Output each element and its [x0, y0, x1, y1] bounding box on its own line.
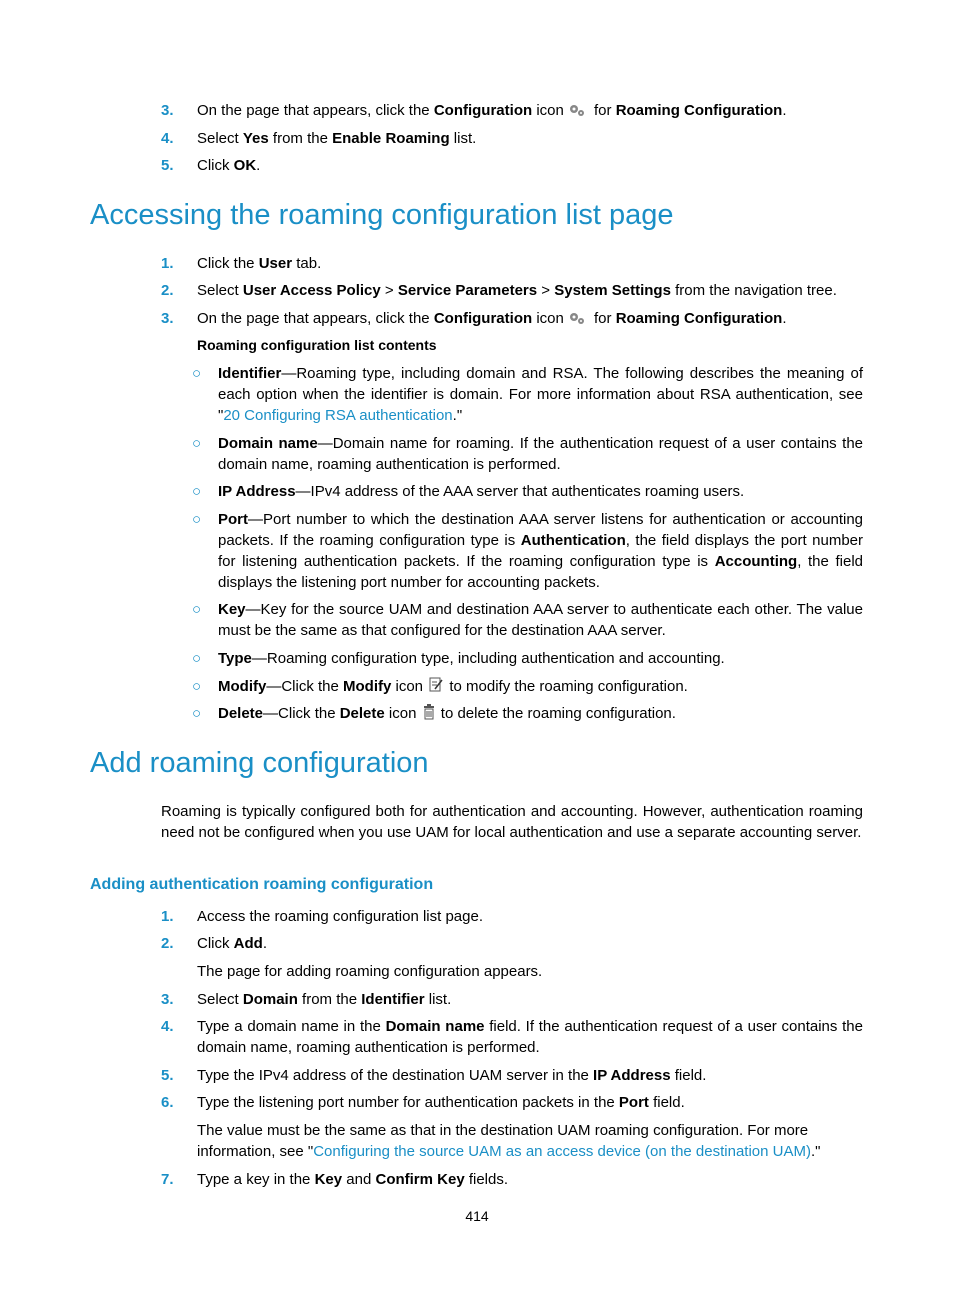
step-note: The value must be the same as that in the destination UAM roaming configuration. For more information, see "Configuring the source UAM as an access device (on the destination UAM)."	[197, 1122, 821, 1160]
rsa-link[interactable]: 20 Configuring RSA authentication	[223, 407, 453, 424]
step-text: Select Domain from the Identifier list.	[197, 991, 452, 1008]
step-text: Access the roaming configuration list page.	[197, 908, 483, 925]
list-item: Port—Port number to which the destination AAA server listens for authentication or accounting packets. If the roaming configuration type is Authentication, the field displays the port number for listening authentication packets. If the roaming configuration type is Accounting, the field displays the listening port number for accounting packets.	[218, 511, 864, 591]
list-item: Domain name—Domain name for roaming. If the authentication request of a user contains the domain name, roaming authentication is performed.	[218, 435, 863, 473]
list-item: IP Address—IPv4 address of the AAA server that authenticates roaming users.	[218, 483, 745, 500]
step-number: 5.	[161, 157, 174, 174]
section-heading: Add roaming configuration	[90, 747, 429, 779]
list-heading: Roaming configuration list contents	[197, 337, 437, 353]
step-number: 2.	[161, 935, 174, 952]
step-number: 3.	[161, 310, 174, 327]
step-text: Click Add.	[197, 935, 268, 952]
step-number: 5.	[161, 1067, 174, 1084]
bullet-icon: ○	[192, 678, 202, 695]
step-text: Select User Access Policy > Service Parameters > System Settings from the navigation tree.	[197, 282, 837, 299]
modify-icon	[429, 677, 443, 693]
step-text: Type the IPv4 address of the destination UAM server in the IP Address field.	[197, 1067, 707, 1084]
step-text: Type the listening port number for authentication packets in the Port field.	[197, 1094, 685, 1111]
list-item: Identifier—Roaming type, including domain and RSA. The following describes the meaning of each option when the identifier is domain. For more information about RSA authentication, see "20 Configuring RSA authentication."	[218, 365, 863, 424]
bullet-icon: ○	[192, 365, 202, 382]
bullet-icon: ○	[192, 705, 202, 722]
section-heading: Accessing the roaming configuration list page	[90, 199, 674, 231]
step-text: Click OK.	[197, 157, 261, 174]
step-number: 4.	[161, 1018, 174, 1035]
configuration-icon	[568, 311, 586, 325]
bullet-icon: ○	[192, 511, 202, 528]
list-item: Key—Key for the source UAM and destination AAA server to authenticate each other. The value must be the same as that configured for the destination AAA server.	[218, 601, 863, 639]
source-uam-link[interactable]: Configuring the source UAM as an access device (on the destination UAM)	[313, 1143, 811, 1160]
page-number: 414	[465, 1208, 489, 1224]
list-item: Type—Roaming configuration type, including authentication and accounting.	[218, 650, 725, 667]
list-item: Delete—Click the Delete icon to delete the roaming configuration.	[218, 705, 676, 722]
step-number: 3.	[161, 102, 174, 119]
step-number: 7.	[161, 1171, 174, 1188]
bullet-icon: ○	[192, 601, 202, 618]
intro-paragraph: Roaming is typically configured both for authentication and accounting. However, authentication roaming need not be configured when you use UAM for local authentication and use a separate accounting server.	[161, 803, 863, 841]
step-text: Type a key in the Key and Confirm Key fields.	[197, 1171, 509, 1188]
step-text: Type a domain name in the Domain name field. If the authentication request of a user contains the domain name, roaming authentication is performed.	[197, 1018, 863, 1056]
bullet-icon: ○	[192, 435, 202, 452]
delete-icon	[423, 704, 435, 720]
step-number: 1.	[161, 908, 174, 925]
step-text: Select Yes from the Enable Roaming list.	[197, 130, 477, 147]
step-note: The page for adding roaming configuration appears.	[197, 963, 543, 980]
step-text: Click the User tab.	[197, 255, 322, 272]
step-number: 2.	[161, 282, 174, 299]
step-number: 6.	[161, 1094, 174, 1111]
step-text: On the page that appears, click the Configuration icon for Roaming Configuration.	[197, 310, 787, 327]
configuration-icon	[568, 103, 586, 117]
bullet-icon: ○	[192, 483, 202, 500]
step-number: 1.	[161, 255, 174, 272]
step-number: 3.	[161, 991, 174, 1008]
step-text: On the page that appears, click the Configuration icon for Roaming Configuration.	[197, 102, 787, 119]
bullet-icon: ○	[192, 650, 202, 667]
step-number: 4.	[161, 130, 174, 147]
list-item: Modify—Click the Modify icon to modify the roaming configuration.	[218, 678, 688, 695]
subsection-heading: Adding authentication roaming configuration	[90, 876, 434, 893]
